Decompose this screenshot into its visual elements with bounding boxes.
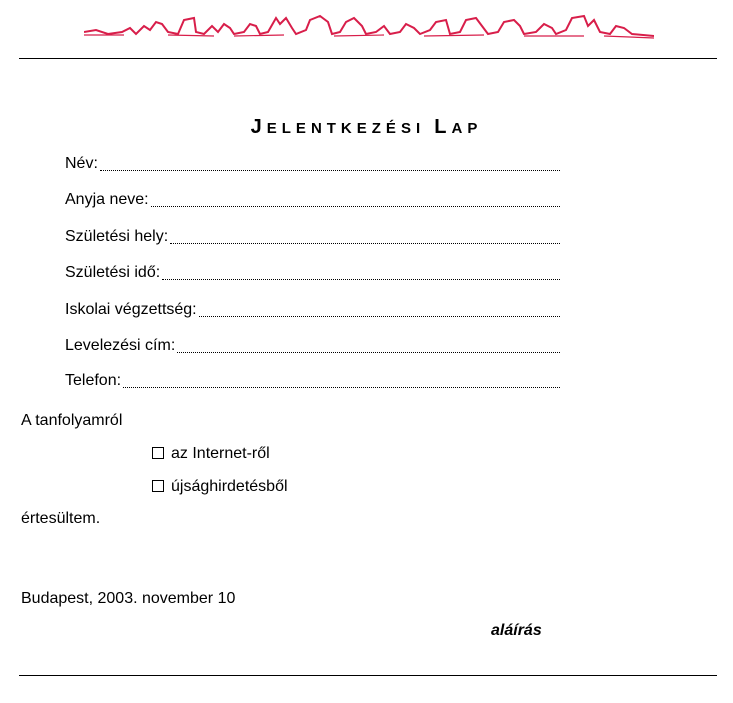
- top-rule: [19, 58, 717, 59]
- option-label: újsághirdetésből: [171, 478, 288, 495]
- field-label: Telefon:: [65, 372, 122, 389]
- option-newspaper[interactable]: [152, 478, 288, 496]
- field-label: Születési hely:: [65, 228, 169, 245]
- source-intro: A tanfolyamról: [21, 412, 123, 429]
- form-title: JELENTKEZÉSI LAP: [250, 116, 483, 138]
- mother-name-field[interactable]: [65, 191, 560, 211]
- checkbox[interactable]: [152, 480, 164, 492]
- field-label: Iskolai végzettség:: [65, 301, 197, 318]
- birthdate-field[interactable]: [65, 264, 560, 284]
- mailing-address-field[interactable]: [65, 337, 560, 357]
- bottom-rule: [19, 675, 717, 676]
- field-label: Születési idő:: [65, 264, 161, 281]
- dotted-line: [151, 206, 560, 207]
- education-field[interactable]: [65, 301, 560, 321]
- dotted-line: [170, 243, 560, 244]
- option-label: az Internet-ről: [171, 445, 270, 462]
- checkbox[interactable]: [152, 447, 164, 459]
- dotted-line: [199, 316, 560, 317]
- dotted-line: [162, 279, 560, 280]
- phone-field[interactable]: [65, 372, 560, 392]
- dotted-line: [177, 352, 560, 353]
- dotted-line: [123, 387, 560, 388]
- field-label: Anyja neve:: [65, 191, 149, 208]
- dotted-line: [100, 170, 560, 171]
- town-skyline-banner-icon: [84, 12, 654, 42]
- name-field[interactable]: [65, 155, 560, 175]
- option-internet[interactable]: [152, 445, 270, 463]
- signature-label: aláírás: [491, 622, 542, 639]
- source-outro: értesültem.: [21, 510, 101, 527]
- place-date: Budapest, 2003. november 10: [21, 590, 236, 607]
- field-label: Név:: [65, 155, 98, 172]
- birthplace-field[interactable]: [65, 228, 560, 248]
- field-label: Levelezési cím:: [65, 337, 176, 354]
